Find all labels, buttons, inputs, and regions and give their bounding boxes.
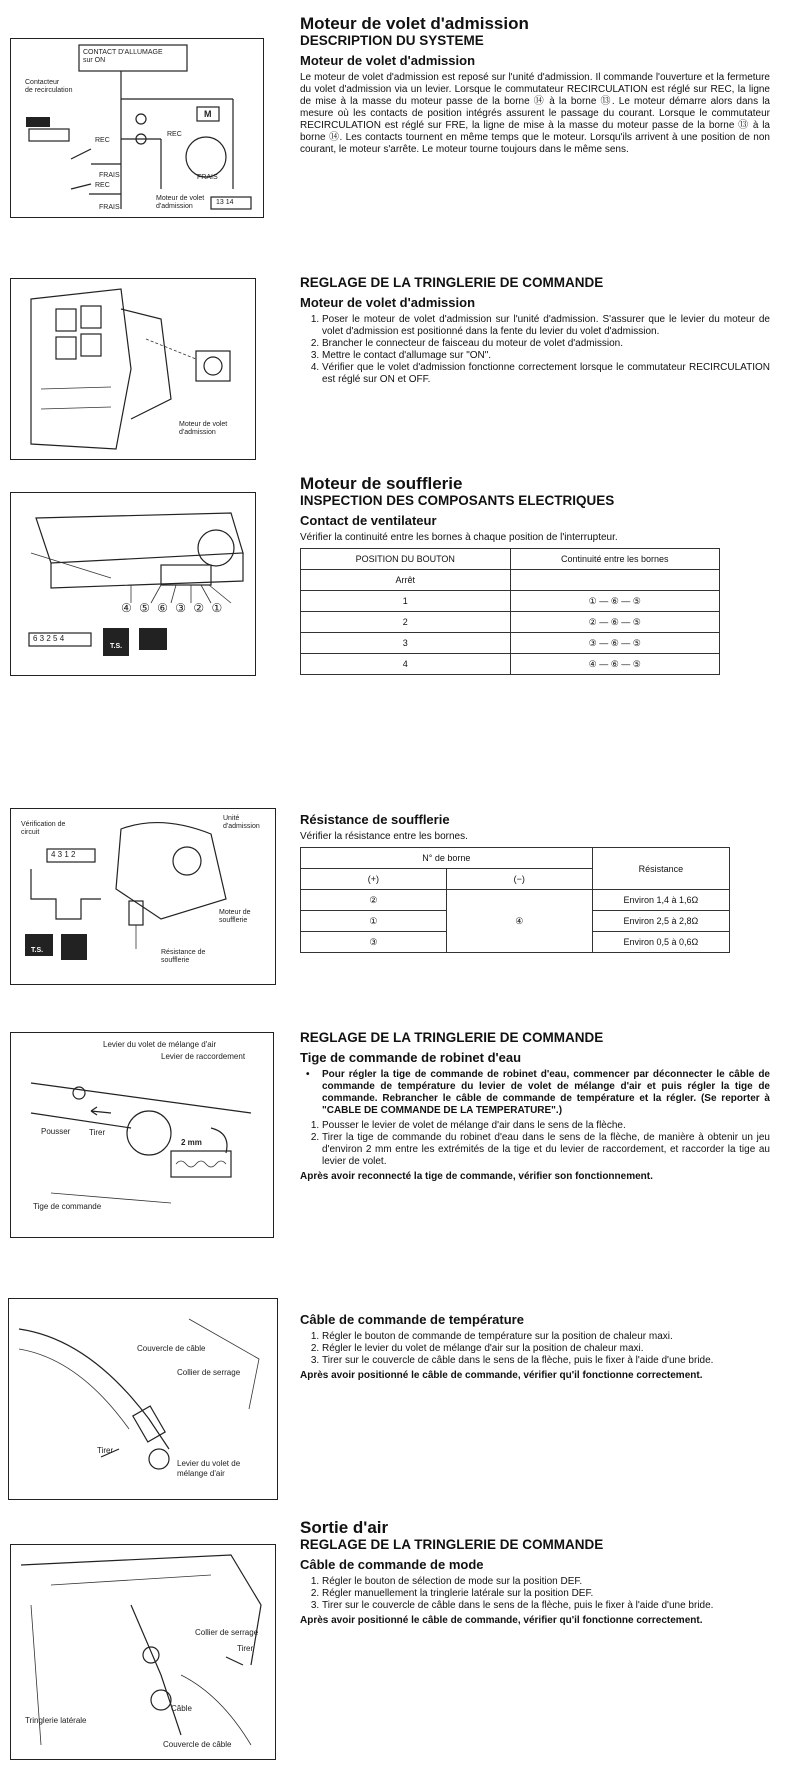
figure-intake-motor-circuit (10, 38, 264, 218)
cable-cover-label: Couvercle de câble (163, 1740, 232, 1749)
list-item: 1. Régler le bouton de sélection de mode sur la position DEF. (322, 1576, 770, 1588)
figure-temperature-cable (8, 1298, 278, 1500)
section-linkage-adjustment-1 (300, 275, 770, 386)
pull-label: Tirer (237, 1644, 254, 1653)
steps-list (300, 1331, 770, 1367)
push-label: Pousser (41, 1127, 71, 1136)
list-item: 1. Régler le bouton de commande de température sur la position de chaleur maxi. (322, 1331, 770, 1343)
list-item: 1. Poser le moteur de volet d'admission sur l'unité d'admission. S'assurer que le levier du moteur de volet d'admission est positionné dans la fente du levier du volet d'admission. (322, 314, 770, 338)
section-water-valve-rod (300, 1030, 770, 1183)
cell: ① — ⑥ — ⑤ (510, 591, 720, 612)
section-intake-motor-description (300, 14, 770, 156)
rec-label-3: REC (167, 131, 182, 138)
section-title: REGLAGE DE LA TRINGLERIE DE COMMANDE (300, 275, 604, 290)
table-header-row (301, 848, 730, 869)
column-header: (+) (301, 869, 447, 890)
air-mix-lever-label: Levier du volet de mélange d'air (103, 1040, 217, 1049)
cell: ② — ⑥ — ⑤ (510, 612, 720, 633)
bullet-note: • Pour régler la tige de commande de robinet d'eau, commencer par déconnecter le câble de commande de température du levier de volet de mélange d'air et puis régler la tige de commande. Rebrancher le câble de commande de température et la régler. (Se reporter à "CABLE DE COMMANDE DE LA TEMPERATURE".) (300, 1069, 770, 1117)
section-blower-motor (300, 474, 770, 675)
section-heading: Moteur de volet d'admission (300, 53, 476, 68)
section-heading: Câble de commande de mode (300, 1557, 484, 1572)
clamp-label: Collier de serrage (177, 1368, 241, 1377)
section-heading: Tige de commande de robinet d'eau (300, 1050, 522, 1065)
circuit-diagram (11, 39, 263, 217)
table-row (301, 890, 730, 911)
rod-label: Tige de commande (33, 1202, 102, 1211)
section-subtitle: REGLAGE DE LA TRINGLERIE DE COMMANDE (300, 1537, 604, 1552)
description-text: Le moteur de volet d'admission est reposé sur l'unité d'admission. Il commande l'ouverture et la fermeture du volet d'admission via un levier. Lorsque le commutateur RECIRCULATION est réglé sur REC, la ligne de mise à la masse du moteur passe de la borne ⑭ à la borne ⑬. Le moteur démarre alors dans la mesure où les contacts de position intégrés assurent le passage du courant. Lorsque le commutateur RECIRCULATION est réglé sur FRE, la ligne de mise à la masse du moteur passe de la borne ⑬ à la borne ⑭. Les contacts tournent en même temps que le moteur. Lorsqu'ils arrivent à une position de non courant, le moteur s'arrête. Le moteur tourne toujours dans le même sens. (300, 72, 770, 155)
figure-blower-resistor (10, 808, 276, 985)
fan-switch-drawing (11, 493, 255, 675)
frais-label-3: FRAIS (197, 174, 218, 181)
intake-motor-label: Moteur de volet d'admission (179, 421, 228, 436)
table-row (301, 570, 720, 591)
cell: Environ 2,5 à 2,8Ω (592, 911, 729, 932)
table-row (301, 633, 720, 654)
section-title: REGLAGE DE LA TRINGLERIE DE COMMANDE (300, 1030, 604, 1045)
table-header-row (301, 549, 720, 570)
section-title: Moteur de soufflerie (300, 474, 463, 493)
section-subtitle: DESCRIPTION DU SYSTEME (300, 33, 484, 48)
link-lever-label: Levier de raccordement (161, 1052, 246, 1061)
figure-mode-cable (10, 1544, 276, 1760)
figure-water-valve-rod (10, 1032, 274, 1238)
section-air-outlet (300, 1518, 770, 1627)
clamp-label: Collier de serrage (195, 1628, 259, 1637)
frais-label-1: FRAIS (99, 172, 120, 179)
mode-cable-drawing (11, 1545, 275, 1759)
side-link-label: Tringlerie latérale (25, 1716, 87, 1725)
list-item: 2. Régler manuellement la tringlerie latérale sur la position DEF. (322, 1588, 770, 1600)
pull-label: Tirer (89, 1128, 106, 1137)
column-header: N° de borne (301, 848, 593, 869)
fan-switch-table (300, 548, 720, 675)
cell: Environ 0,5 à 0,6Ω (592, 932, 729, 953)
cable-cover-label: Couvercle de câble (137, 1344, 206, 1353)
blower-motor-label: Moteur de soufflerie (219, 909, 251, 924)
cell: Environ 1,4 à 1,6Ω (592, 890, 729, 911)
section-heading: Résistance de soufflerie (300, 812, 450, 827)
table-row (301, 591, 720, 612)
list-item: 1. Pousser le levier de volet de mélange d'air dans le sens de la flèche. (322, 1120, 770, 1132)
after-note: Après avoir positionné le câble de commande, vérifier qu'il fonctionne correctement. (300, 1370, 703, 1381)
cell: 1 (301, 591, 511, 612)
steps-list (300, 1576, 770, 1612)
motor-label: Moteur de volet d'admission (156, 195, 205, 210)
cell: ④ (446, 890, 592, 953)
cell (510, 570, 720, 591)
resistor-label: Résistance de soufflerie (161, 949, 206, 964)
list-item: 3. Tirer sur le couvercle de câble dans le sens de la flèche, puis le fixer à l'aide d'une bride. (322, 1600, 770, 1612)
after-note: Après avoir reconnecté la tige de commande, vérifier son fonctionnement. (300, 1171, 653, 1182)
ts-badge: T.S. (31, 947, 44, 954)
resistance-table (300, 847, 730, 953)
air-mix-lever-label: Levier du volet de mélange d'air (177, 1459, 241, 1478)
list-item: 3. Tirer sur le couvercle de câble dans le sens de la flèche, puis le fixer à l'aide d'une bride. (322, 1355, 770, 1367)
column-header: (−) (446, 869, 592, 890)
contactor-label: Contacteur de recirculation (25, 79, 73, 94)
cell: 3 (301, 633, 511, 654)
steps-list (300, 1120, 770, 1168)
terminal-numbers: ④ ⑤ ⑥ ③ ② ① (121, 601, 225, 615)
steps-list (300, 314, 770, 386)
connector-label: 6 3 2 5 4 (33, 634, 65, 643)
section-title: Moteur de volet d'admission (300, 14, 529, 33)
table-row (301, 612, 720, 633)
column-header: POSITION DU BOUTON (301, 549, 511, 570)
rec-label-2: REC (95, 182, 110, 189)
cell: ① (301, 911, 447, 932)
ignition-label: CONTACT D'ALLUMAGE sur ON (83, 49, 163, 64)
frais-label-2: FRAIS (99, 204, 120, 211)
figure-intake-unit (10, 278, 256, 460)
section-heading: Contact de ventilateur (300, 513, 437, 528)
intro-text: Vérifier la continuité entre les bornes à chaque position de l'interrupteur. (300, 532, 618, 543)
motor-symbol: M (204, 109, 212, 119)
section-subtitle: INSPECTION DES COMPOSANTS ELECTRIQUES (300, 493, 615, 508)
section-temperature-cable (300, 1308, 770, 1382)
intake-label: Unité d'admission (223, 815, 260, 830)
cell: Arrêt (301, 570, 511, 591)
after-note: Après avoir positionné le câble de commande, vérifier qu'il fonctionne correctement. (300, 1615, 703, 1626)
list-item: 4. Vérifier que le volet d'admission fonctionne correctement lorsque le commutateur RECIRCULATION est réglé sur ON et OFF. (322, 362, 770, 386)
terminal-label: 13 14 (216, 199, 234, 206)
connector-label: 4 3 1 2 (51, 850, 76, 859)
figure-fan-switch (10, 492, 256, 676)
cable-label: Câble (171, 1704, 192, 1713)
gap-label: 2 mm (181, 1138, 202, 1147)
section-heading: Câble de commande de température (300, 1312, 524, 1327)
cell: ③ (301, 932, 447, 953)
cell: 2 (301, 612, 511, 633)
list-item: 2. Tirer la tige de commande du robinet d'eau dans le sens de la flèche, de manière à obtenir un jeu d'environ 2 mm entre les extrémités de la tige et du levier de raccordement, et raccorder la tige au levier de volet. (322, 1132, 770, 1168)
intro-text: Vérifier la résistance entre les bornes. (300, 831, 468, 842)
column-header: Continuité entre les bornes (510, 549, 720, 570)
pull-label: Tirer (97, 1446, 114, 1455)
section-title: Sortie d'air (300, 1518, 389, 1537)
cell: ② (301, 890, 447, 911)
cell: ③ — ⑥ — ⑤ (510, 633, 720, 654)
rec-label-1: REC (95, 137, 110, 144)
table-row (301, 654, 720, 675)
list-item: 2. Brancher le connecteur de faisceau du moteur de volet d'admission. (322, 338, 770, 350)
check-label: Vérification de circuit (21, 821, 66, 836)
section-blower-resistor (300, 808, 770, 953)
list-item: 2. Régler le levier du volet de mélange d'air sur la position de chaleur maxi. (322, 1343, 770, 1355)
list-item: 3. Mettre le contact d'allumage sur "ON". (322, 350, 770, 362)
ts-badge: T.S. (110, 643, 123, 650)
cell: ④ — ⑥ — ⑤ (510, 654, 720, 675)
column-header: Résistance (592, 848, 729, 890)
section-heading: Moteur de volet d'admission (300, 295, 476, 310)
cell: 4 (301, 654, 511, 675)
